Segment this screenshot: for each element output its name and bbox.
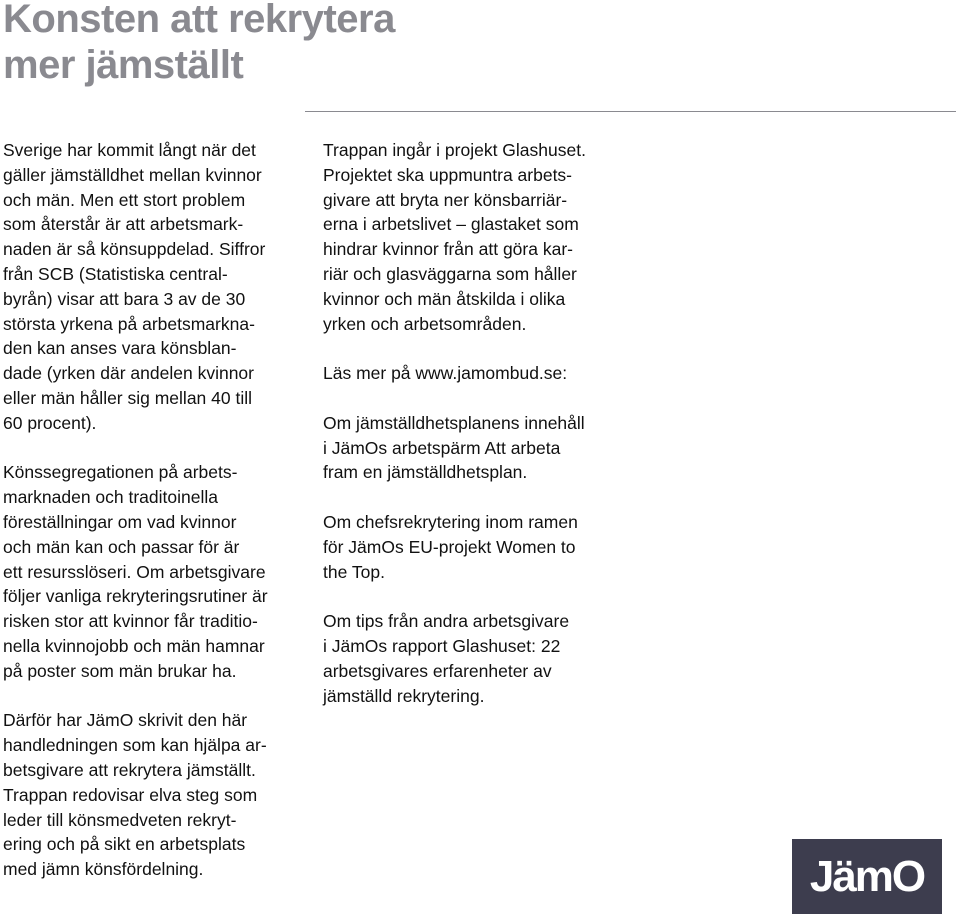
text-line: betsgivare att rekrytera jämställt. — [3, 759, 256, 780]
paragraph-guide — [3, 708, 303, 882]
text-line: Om tips från andra arbetsgivare — [323, 611, 570, 632]
text-line: riär och glasväggarna som håller — [323, 263, 577, 284]
text-line: byrån) visar att bara 3 av de 30 — [3, 288, 246, 309]
left-column — [3, 138, 303, 907]
text-line: arbetsgivares erfarenheter av — [323, 660, 552, 681]
jamo-logo — [792, 839, 942, 914]
text-line: för JämOs EU-projekt Women to — [323, 536, 576, 557]
text-line: föreställningar om vad kvinnor — [3, 511, 237, 532]
text-line: största yrkena på arbetsmarkna- — [3, 313, 255, 334]
text-line: risken stor att kvinnor får traditio- — [3, 611, 258, 632]
text-line: yrken och arbetsområden. — [323, 313, 527, 334]
right-column — [323, 138, 643, 733]
paragraph-read-more — [323, 361, 643, 386]
text-line: gäller jämställdhet mellan kvinnor — [3, 164, 262, 185]
paragraph-tips — [323, 609, 643, 708]
text-line: som återstår är att arbetsmark- — [3, 214, 244, 235]
text-line: Projektet ska uppmuntra arbets- — [323, 164, 573, 185]
text-line: Därför har JämO skrivit den här — [3, 710, 248, 731]
text-line: fram en jämställdhetsplan. — [323, 462, 528, 483]
page-title — [3, 0, 395, 88]
text-line: Sverige har kommit långt när det — [3, 140, 256, 160]
text-line: och män. Men ett stort problem — [3, 189, 246, 210]
text-line: Trappan redovisar elva steg som — [3, 784, 258, 805]
logo-text: JämO — [809, 851, 925, 901]
text-line: ett resursslöseri. Om arbetsgivare — [3, 561, 266, 582]
text-line: Om jämställdhetsplanens innehåll — [323, 412, 585, 433]
title-divider — [305, 111, 956, 112]
text-line: på poster som män brukar ha. — [3, 660, 237, 681]
text-line: leder till könsmedveten rekryt- — [3, 809, 237, 830]
paragraph-segregation — [3, 460, 303, 683]
text-line: i JämOs rapport Glashuset: 22 — [323, 635, 561, 656]
text-line: Könssegregationen på arbets- — [3, 462, 238, 483]
text-line: Trappan ingår i projekt Glashuset. — [323, 140, 586, 160]
paragraph-glashuset — [323, 138, 643, 336]
text-line: eller män håller sig mellan 40 till — [3, 387, 252, 408]
text-line: marknaden och traditoinella — [3, 487, 218, 508]
text-line: nella kvinnojobb och män hamnar — [3, 635, 265, 656]
text-line: i JämOs arbetspärm Att arbeta — [323, 437, 561, 458]
text-line: följer vanliga rekryteringsrutiner är — [3, 586, 268, 607]
text-line: jämställd rekrytering. — [323, 685, 485, 706]
text-line: hindrar kvinnor från att göra kar- — [323, 239, 573, 260]
text-line: handledningen som kan hjälpa ar- — [3, 735, 267, 756]
text-line: the Top. — [323, 561, 385, 582]
text-line: 60 procent). — [3, 412, 97, 433]
page-title-line: mer jämställt — [3, 43, 244, 87]
text-line: naden är så könsuppdelad. Siffror — [3, 239, 266, 260]
text-line: från SCB (Statistiska central- — [3, 263, 228, 284]
paragraph-plan — [323, 411, 643, 485]
text-line: den kan anses vara könsblan- — [3, 338, 237, 359]
text-line: ering och på sikt en arbetsplats — [3, 834, 246, 855]
text-line: Om chefsrekrytering inom ramen — [323, 511, 578, 532]
page-title-line: Konsten att rekrytera — [3, 0, 395, 41]
text-line: kvinnor och män åtskilda i olika — [323, 288, 566, 309]
text-line: med jämn könsfördelning. — [3, 859, 204, 880]
text-line: erna i arbetslivet – glastaket som — [323, 214, 579, 235]
text-line: dade (yrken där andelen kvinnor — [3, 363, 254, 384]
text-line: givare att bryta ner könsbarriär- — [323, 189, 568, 210]
text-line: och män kan och passar för är — [3, 536, 240, 557]
paragraph-intro — [3, 138, 303, 436]
read-more-text: Läs mer på www.jamombud.se: — [323, 363, 568, 384]
paragraph-women-top — [323, 510, 643, 584]
